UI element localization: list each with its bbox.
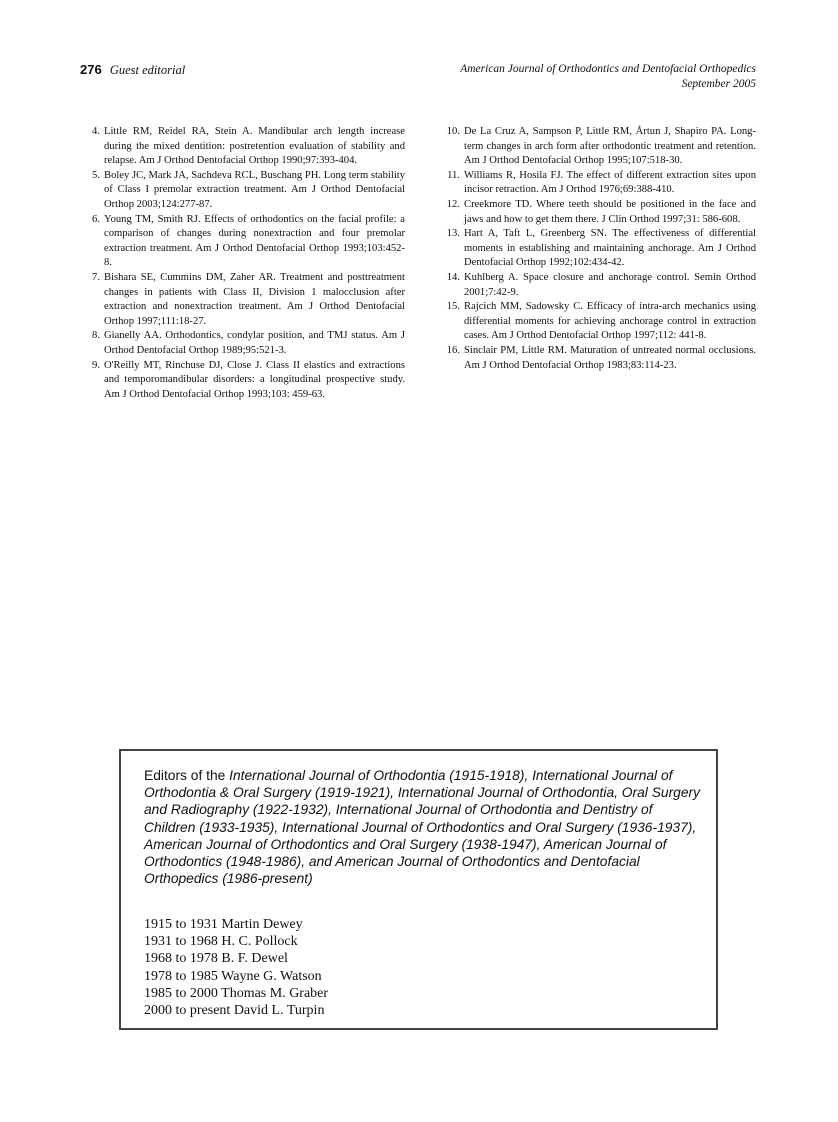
reference-text: Rajcich MM, Sadowsky C. Efficacy of intra-arch mechanics using differential moments for achieving anchorage control in extraction cases. Am J Orthod Dentofacial Orthop 1997;112: 441-8.	[464, 301, 756, 342]
editors-list	[144, 916, 328, 1019]
reference-number: 14.	[446, 271, 460, 283]
reference-item	[80, 271, 405, 329]
reference-number: 11.	[447, 169, 460, 181]
reference-item	[80, 329, 405, 358]
running-header-right	[460, 62, 756, 92]
references-column-right	[440, 125, 756, 373]
reference-text: Hart A, Taft L, Greenberg SN. The effectiveness of differential moments in establishing and maintaining anchorage. Am J Orthod Dentofacial Orthop 1992;102:434-42.	[464, 228, 756, 269]
reference-number: 10.	[446, 126, 460, 137]
reference-text: Creekmore TD. Where teeth should be positioned in the face and jaws and how to get them there. J Clin Orthod 1997;31: 586-608.	[464, 198, 756, 225]
reference-text: Williams R, Hosila FJ. The effect of different extraction sites upon incisor retraction. Am J Orthod 1976;69:388-410.	[464, 169, 756, 196]
editor-entry: 1931 to 1968 H. C. Pollock	[144, 934, 298, 950]
page-number: 276	[80, 62, 102, 77]
reference-item	[440, 271, 756, 300]
reference-number: 16.	[446, 344, 460, 356]
reference-number: 7.	[92, 271, 100, 283]
reference-text: Boley JC, Mark JA, Sachdeva RCL, Buschang PH. Long term stability of Class I premolar extraction treatment. Am J Orthod Dentofacial Orthop 2003;124:277-87.	[104, 169, 405, 210]
reference-number: 8.	[92, 330, 100, 342]
reference-item	[80, 359, 405, 403]
editor-entry: 1978 to 1985 Wayne G. Watson	[144, 968, 322, 984]
editor-entry: 1985 to 2000 Thomas M. Graber	[144, 985, 329, 1001]
reference-item	[80, 169, 405, 213]
running-header-left	[80, 62, 185, 78]
references-column-left	[80, 125, 405, 402]
reference-item	[80, 213, 405, 271]
reference-text: Kuhlberg A. Space closure and anchorage control. Semin Orthod 2001;7:42-9.	[464, 271, 756, 298]
reference-item	[440, 344, 756, 373]
reference-number: 12.	[446, 198, 460, 210]
reference-text: Little RM, Reidel RA, Stein A. Mandibular arch length increase during the mixed dentition: postretention evaluation of stability and relapse. Am J Orthod Dentofacial Orthop 1990;97:393-404.	[104, 126, 405, 167]
section-name: Guest editorial	[109, 63, 186, 77]
editor-entry: 1915 to 1931 Martin Dewey	[144, 917, 303, 932]
reference-number: 5.	[92, 169, 100, 181]
reference-text: Sinclair PM, Little RM. Maturation of untreated normal occlusions. Am J Orthod Dentofacial Orthop 1983;83:114-23.	[464, 344, 756, 371]
editor-entry: 2000 to present David L. Turpin	[144, 1003, 325, 1019]
reference-item	[440, 300, 756, 344]
reference-item	[440, 227, 756, 271]
issue-date: September 2005	[681, 78, 756, 90]
reference-text: De La Cruz A, Sampson P, Little RM, Årtun J, Shapiro PA. Long-term changes in arch form after orthodontic treatment and retention. Am J Orthod Dentofacial Orthop 1995;107:518-30.	[464, 126, 756, 167]
reference-text: Bishara SE, Cummins DM, Zaher AR. Treatment and posttreatment changes in patients with Class II, Division 1 malocclusion after extraction and nonextraction treatment. Am J Orthod Dentofacial Orthop 1997;111:18-27.	[104, 271, 405, 327]
reference-number: 6.	[92, 213, 100, 225]
reference-text: Young TM, Smith RJ. Effects of orthodontics on the facial profile: a comparison of changes during nonextraction and four premolar extraction treatment. Am J Orthod Dentofacial Orthop 1993;103:452-8.	[104, 213, 405, 269]
reference-number: 15.	[446, 301, 460, 313]
editors-box	[119, 749, 718, 1030]
reference-number: 4.	[92, 126, 100, 137]
reference-item	[440, 198, 756, 227]
reference-number: 13.	[446, 228, 460, 240]
journal-name: American Journal of Orthodontics and Dentofacial Orthopedics	[460, 63, 756, 75]
reference-number: 9.	[92, 359, 100, 371]
title-prefix: Editors of the	[144, 768, 230, 783]
editors-box-title	[144, 767, 704, 887]
reference-item	[80, 125, 405, 169]
reference-item	[440, 125, 756, 169]
reference-text: Gianelly AA. Orthodontics, condylar position, and TMJ status. Am J Orthod Dentofacial Orthop 1989;95:521-3.	[104, 330, 405, 356]
editor-entry: 1968 to 1978 B. F. Dewel	[144, 951, 288, 967]
reference-item	[440, 169, 756, 198]
journal-history: International Journal of Orthodontia (1915-1918), International Journal of Orthodontia & Oral Surgery (1919-1921), International Journal of Orthodontia, Oral Surgery and Radiography (1922-1932), International Journal of Orthodontia and Dentistry of Children (1933-1935), International Journal of Orthodontics and Oral Surgery (1936-1937), American Journal of Orthodontics and Oral Surgery (1938-1947), American Journal of Orthodontics (1948-1986), and American Journal of Orthodontics and Dentofacial Orthopedics (1986-present)	[144, 768, 701, 887]
reference-text: O'Reilly MT, Rinchuse DJ, Close J. Class II elastics and extractions and temporomandibular disorders: a longitudinal prospective study. Am J Orthod Dentofacial Orthop 1993;103: 459-63.	[104, 359, 405, 400]
